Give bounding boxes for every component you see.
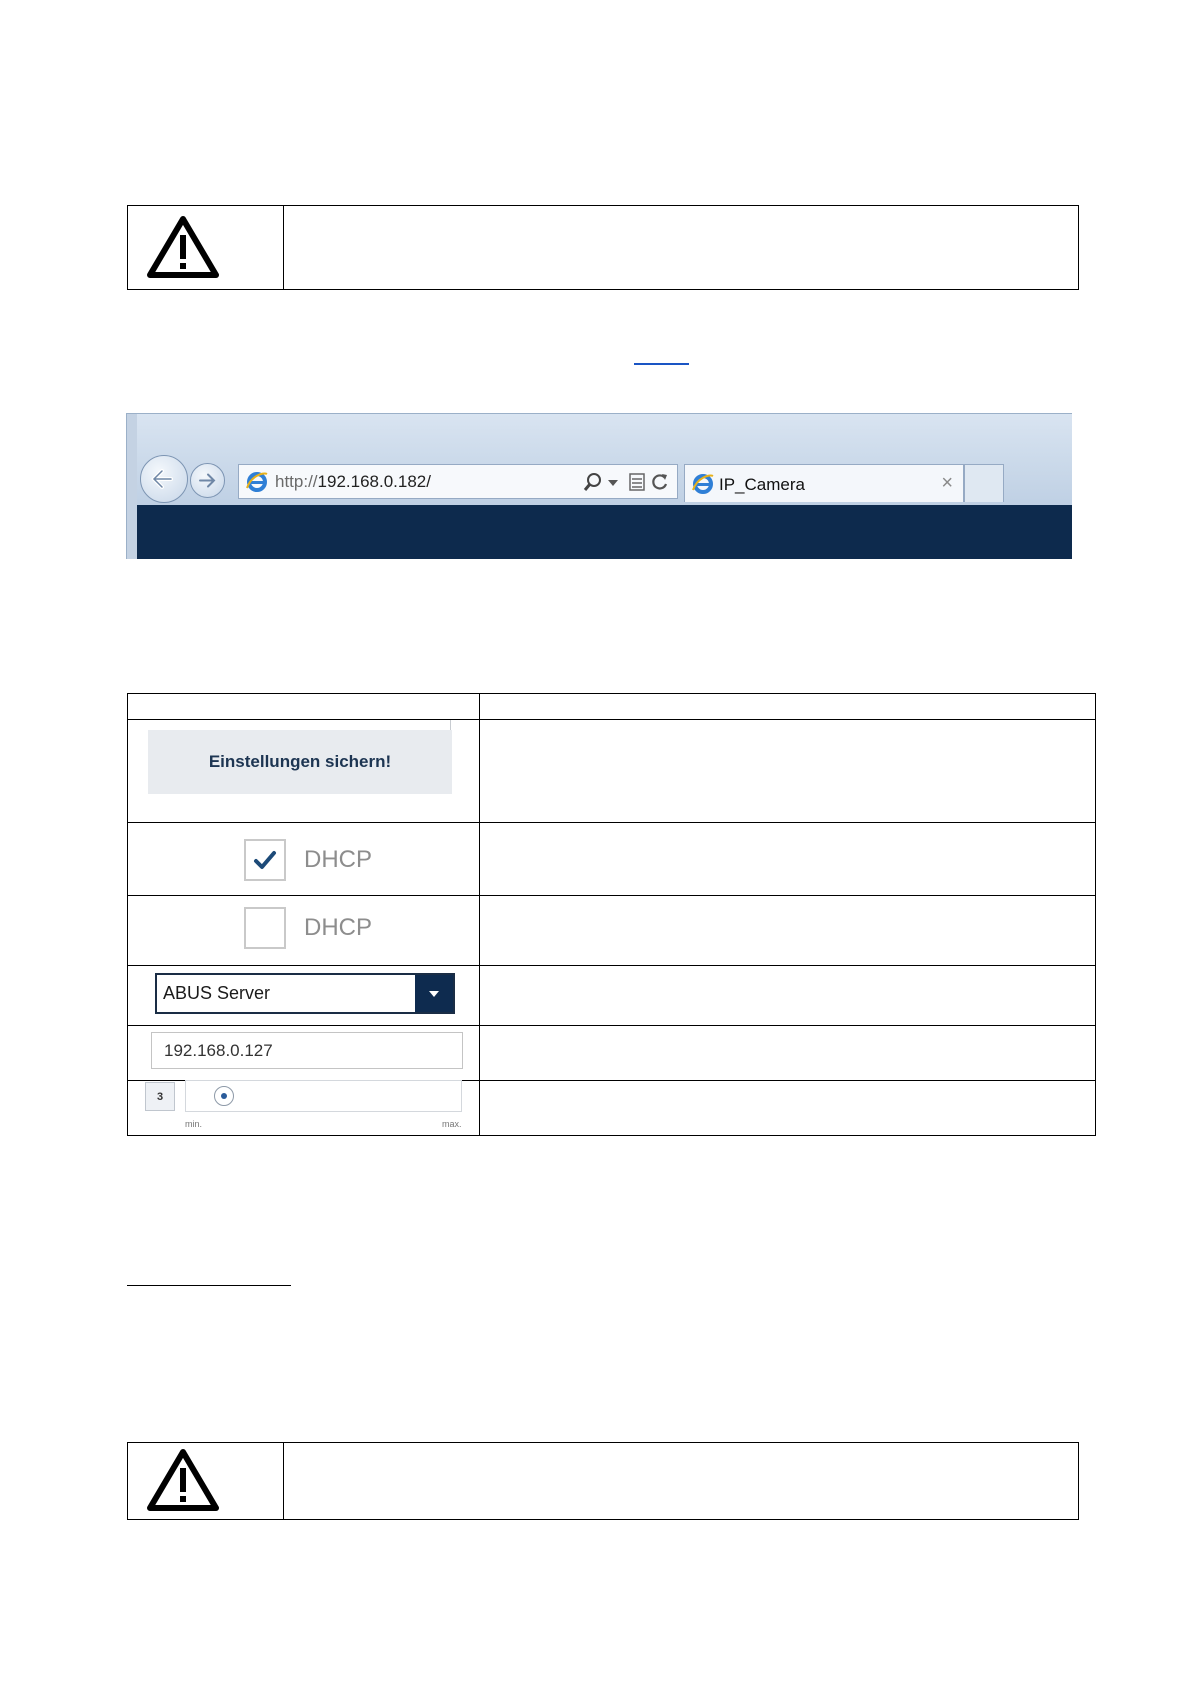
warning-triangle-icon [147, 1448, 219, 1512]
search-icon[interactable] [582, 471, 604, 493]
ie-logo-icon [245, 470, 269, 494]
table-header-divider [127, 719, 1096, 720]
warning-icon-cell [128, 1443, 284, 1519]
browser-screenshot [126, 413, 1072, 559]
slider-min-label: min. [185, 1119, 203, 1129]
dhcp-checkbox-unchecked[interactable] [244, 907, 286, 949]
server-select-value: ABUS Server [163, 983, 271, 1003]
hyperlink-underline[interactable] [634, 363, 689, 365]
dhcp-label: DHCP [304, 846, 373, 873]
save-settings-button[interactable]: Einstellungen sichern! [148, 730, 452, 794]
slider-value-box[interactable]: 3 [145, 1082, 175, 1111]
tab-close-icon[interactable]: × [941, 472, 953, 494]
compatibility-view-icon[interactable] [628, 472, 646, 492]
address-protocol: http:// [275, 472, 318, 491]
table-row-divider [127, 822, 1096, 823]
slider-max-label: max. [442, 1119, 462, 1129]
tab-title: IP_Camera [719, 475, 805, 494]
table-border-bottom [127, 1135, 1096, 1136]
checkmark-icon [246, 841, 284, 879]
refresh-icon[interactable] [650, 472, 670, 492]
dhcp-label: DHCP [304, 914, 373, 941]
table-row-divider [127, 895, 1096, 896]
forward-button[interactable] [190, 463, 225, 498]
slider-handle[interactable] [214, 1086, 234, 1106]
new-tab-button[interactable] [964, 464, 1004, 502]
warning-box-bottom [127, 1442, 1079, 1520]
address-url [275, 472, 431, 492]
warning-icon-cell [128, 206, 284, 289]
table-border-left [127, 693, 128, 1136]
browser-tab[interactable] [684, 464, 964, 502]
address-host: 192.168.0.182/ [317, 472, 431, 491]
browser-page-header [127, 505, 1072, 559]
forward-arrow-icon [191, 464, 224, 497]
table-column-divider [479, 693, 480, 1136]
browser-frame-edge [127, 414, 137, 559]
server-select[interactable] [155, 973, 455, 1014]
table-row-divider [127, 965, 1096, 966]
ip-address-value: 192.168.0.127 [164, 1041, 273, 1060]
dropdown-arrow-icon[interactable] [607, 477, 619, 489]
back-arrow-icon [141, 456, 187, 502]
footnote-separator [127, 1285, 291, 1286]
table-row-divider [127, 1025, 1096, 1026]
warning-triangle-icon [147, 215, 219, 279]
back-button[interactable] [140, 455, 188, 503]
dhcp-checkbox-checked[interactable] [244, 839, 286, 881]
chevron-down-icon[interactable] [415, 975, 453, 1012]
address-bar[interactable] [238, 464, 678, 499]
ip-address-input[interactable] [151, 1032, 463, 1069]
warning-box-top [127, 205, 1079, 290]
slider-track[interactable] [185, 1080, 462, 1112]
ie-logo-icon [691, 472, 715, 496]
table-border-top [127, 693, 1096, 694]
table-border-right [1095, 693, 1096, 1136]
